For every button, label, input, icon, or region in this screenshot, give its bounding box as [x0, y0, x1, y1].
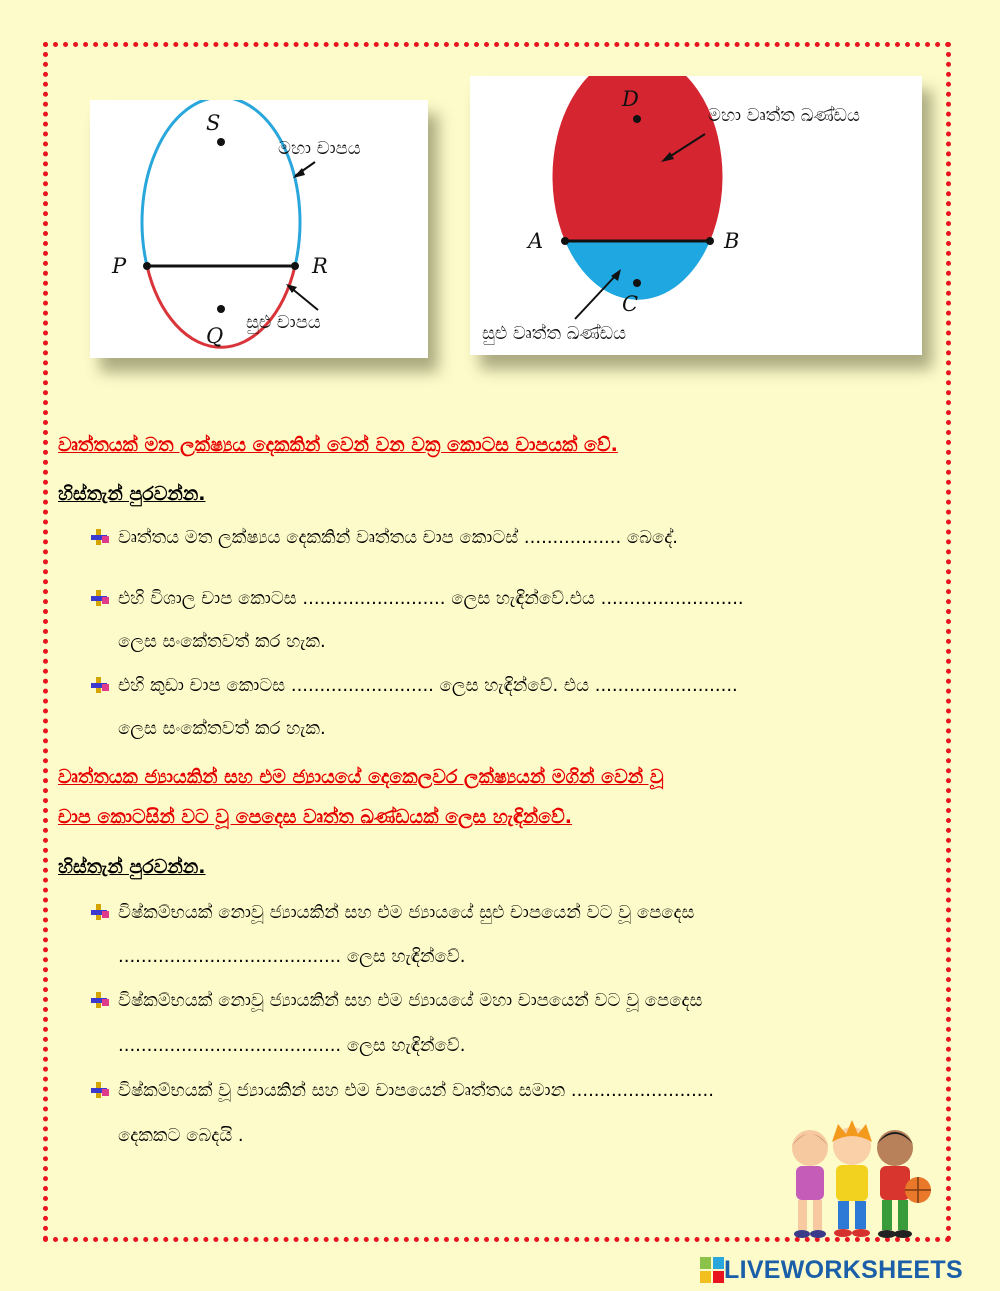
- liveworksheets-logo: [700, 1255, 963, 1285]
- bullet-icon: [90, 902, 110, 922]
- minor-segment: [565, 241, 710, 300]
- section1-heading: හිස්තැන් පුරවන්න.: [58, 483, 206, 505]
- segment-definition-line1: වෘත්තයක ජ්‍යායකින් සහ එම ජ්‍යායයේ දෙකෙලවර ලක්ෂ්‍යයන් මගින් වෙන් වූ: [58, 766, 664, 788]
- segment-diagram: [470, 76, 922, 355]
- major-arc-label: මහා චාපය: [278, 138, 361, 159]
- section1-item3-text-cont: ලෙස සංකේතවත් කර හැක.: [118, 718, 326, 739]
- bullet-icon: [90, 527, 110, 547]
- major-segment-label: මහා වෘත්ත ඛණ්ඩය: [708, 105, 860, 126]
- bullet-icon: [90, 1080, 110, 1100]
- point-p-label: P: [112, 254, 127, 278]
- bullet-icon: [90, 588, 110, 608]
- section2-item3-text-cont: දෙකකට බෙදයි .: [118, 1125, 244, 1146]
- section2-item2-text-cont: ....................................... ලෙස හැඳින්වේ.: [118, 1035, 466, 1056]
- point-s-label: S: [206, 111, 221, 135]
- section2-item1-text: විෂ්කම්භයක් නොවූ ජ්‍යායකින් සහ එම ජ්‍යායයේ සුළු චාපයෙන් වට වූ පෙදෙස: [118, 902, 695, 923]
- section1-item2-text: එහි විශාල චාප කොටස ......................... ලෙස හැඳින්වේ.එය .........................: [118, 588, 744, 609]
- liveworksheets-logo-icon: [700, 1257, 724, 1283]
- section2-heading: හිස්තැන් පුරවන්න.: [58, 856, 206, 878]
- section2-item1-text-cont: ....................................... ලෙස හැඳින්වේ.: [118, 946, 466, 967]
- point-b-label: B: [724, 229, 740, 253]
- bullet-icon: [90, 990, 110, 1010]
- arc-diagram: [90, 100, 428, 358]
- section1-item2-text-cont: ලෙස සංකේතවත් කර හැක.: [118, 631, 326, 652]
- section1-item1-text: වෘත්තය මත ලක්ෂ්‍යය දෙකකින් වෘත්තය චාප කොටස් ................. බෙදේ.: [118, 527, 679, 548]
- point-c-label: C: [622, 292, 639, 316]
- section2-item2-text: විෂ්කම්භයක් නොවූ ජ්‍යායකින් සහ එම ජ්‍යායයේ මහා චාපයෙන් වට වූ පෙදෙස: [118, 990, 703, 1011]
- segment-definition-line2: චාප කොටසින් වට වූ පෙදෙස වෘත්ත ඛණ්ඩයක් ලෙස හැඳින්වේ.: [58, 806, 573, 828]
- arc-definition: වෘත්තයක් මත ලක්ෂ්‍යය දෙකකින් වෙන් වන වක්‍ර කොටස චාපයක් වේ.: [58, 434, 618, 456]
- brand-name: LIVEWORKSHEETS: [724, 1255, 963, 1284]
- point-d-label: D: [622, 87, 639, 111]
- point-q-label: Q: [206, 324, 224, 348]
- point-a-label: A: [528, 229, 544, 253]
- major-arc: [142, 100, 300, 266]
- children-illustration-icon: [780, 1118, 940, 1243]
- bullet-icon: [90, 675, 110, 695]
- section2-item3-text: විෂ්කම්භයක් වූ ජ්‍යායකින් සහ එම චාපයෙන් වෘත්තය සමාන .........................: [118, 1080, 714, 1101]
- minor-segment-label: සුළු වෘත්ත ඛණ්ඩය: [482, 323, 627, 344]
- section1-item3-text: එහි කුඩා චාප කොටස ......................... ලෙස හැඳින්වේ. එය .........................: [118, 675, 738, 696]
- point-r-label: R: [312, 254, 328, 278]
- minor-arc-label: සුළු චාපය: [246, 312, 321, 333]
